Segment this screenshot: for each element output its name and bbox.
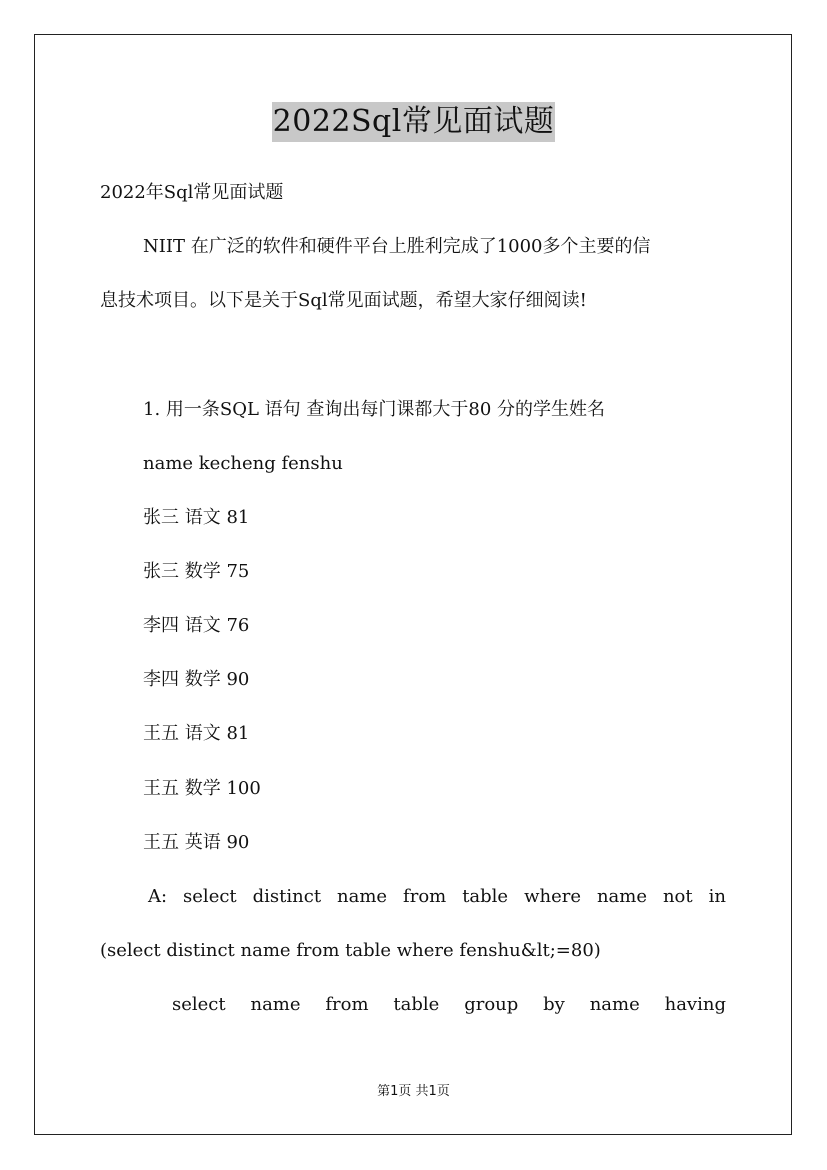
question-1: 1. 用一条SQL 语句 查询出每门课都大于80 分的学生姓名 (143, 399, 606, 420)
answer-word: from (325, 994, 369, 1015)
answer-word: where (524, 886, 581, 907)
table-row: 李四 语文 76 (143, 615, 250, 636)
answer-word: by (543, 994, 565, 1015)
answer-word: in (708, 886, 726, 907)
table-row: 李四 数学 90 (143, 669, 250, 690)
page-number-label: 第1页 共1页 (377, 1084, 450, 1099)
answer-word: having (664, 994, 726, 1015)
answer-word: A: (148, 886, 168, 907)
answer-line-1 (148, 885, 726, 909)
answer-word: from (403, 886, 447, 907)
document-title: 2022Sql常见面试题 (272, 102, 556, 142)
answer-word: distinct (252, 886, 322, 907)
document-subtitle: 2022年Sql常见面试题 (100, 182, 284, 203)
answer-word: name (596, 886, 647, 907)
page-footer (0, 1084, 827, 1100)
intro-paragraph-line-2: 息技术项目。以下是关于Sql常见面试题，希望大家仔细阅读! (100, 290, 587, 311)
table-row: 王五 数学 100 (143, 778, 261, 799)
table-row: 王五 语文 81 (143, 723, 250, 744)
table-header: name kecheng fenshu (143, 453, 343, 474)
answer-word: table (393, 994, 440, 1015)
answer-word: not (662, 886, 693, 907)
answer-word: table (462, 886, 509, 907)
answer-word: name (589, 994, 640, 1015)
table-row: 王五 英语 90 (143, 832, 250, 853)
answer-word: group (464, 994, 519, 1015)
answer-word: select (172, 994, 226, 1015)
answer-line-3 (172, 993, 726, 1017)
intro-paragraph-line-1: NIIT 在广泛的软件和硬件平台上胜利完成了1000多个主要的信 (143, 236, 651, 257)
answer-word: select (183, 886, 237, 907)
table-row: 张三 语文 81 (143, 507, 250, 528)
answer-word: name (337, 886, 388, 907)
answer-line-2: (select distinct name from table where fenshu&lt;=80) (100, 940, 601, 961)
answer-word: name (250, 994, 301, 1015)
table-row: 张三 数学 75 (143, 561, 250, 582)
title-container (0, 102, 827, 142)
